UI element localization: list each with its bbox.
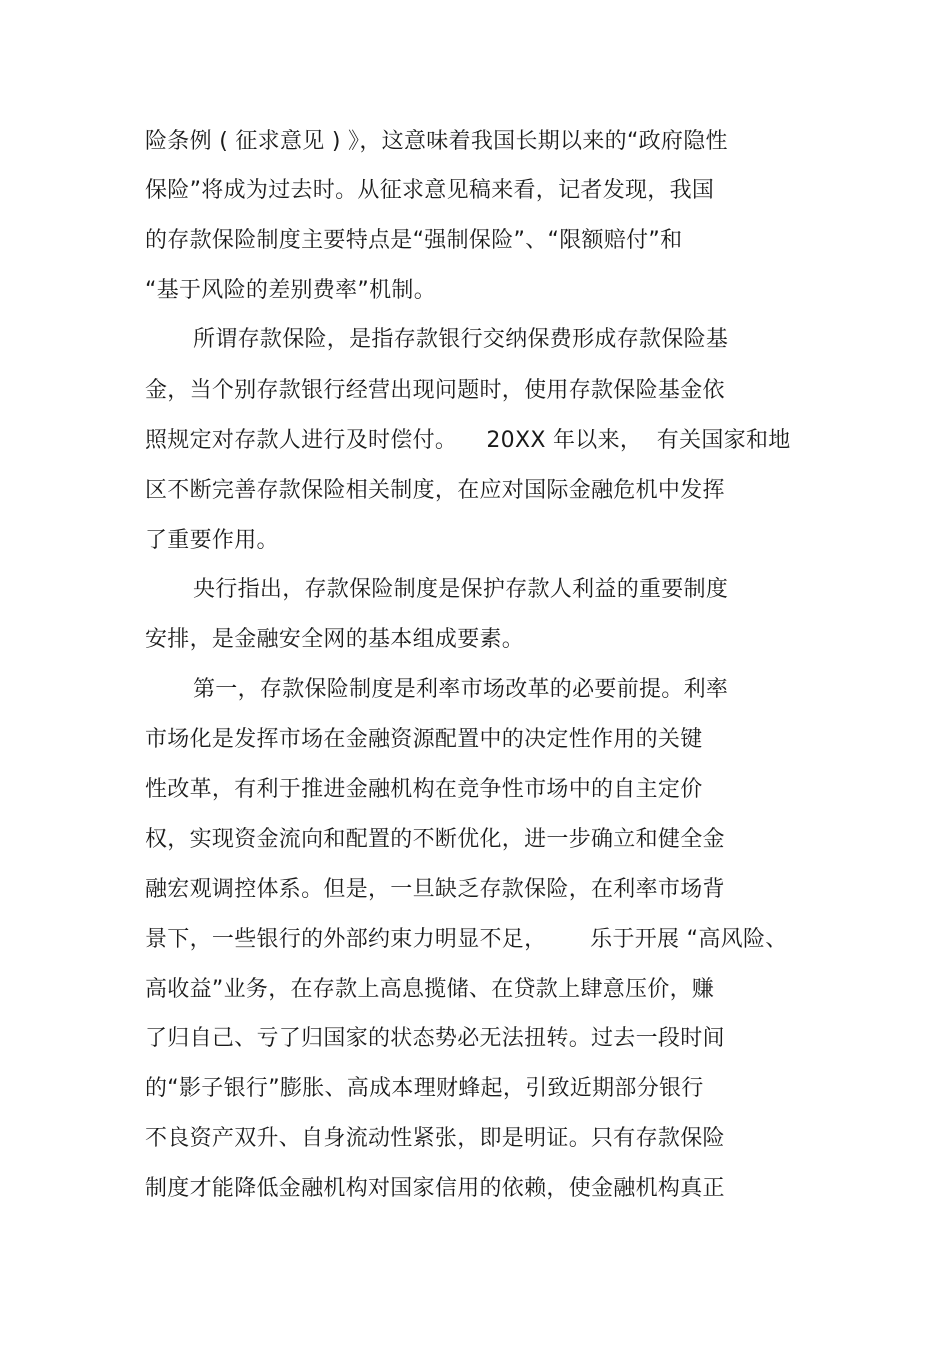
text-line: 金，当个别存款银行经营出现问题时，使用存款保险基金依 <box>145 378 725 403</box>
paragraph-start-line: 央行指出，存款保险制度是保护存款人利益的重要制度 <box>193 577 729 602</box>
text-line: 性改革，有利于推进金融机构在竞争性市场中的自主定价 <box>145 777 703 802</box>
text-line: 了重要作用。 <box>145 528 279 553</box>
text-line: 保险”将成为过去时。从征求意见稿来看，记者发现，我国 <box>145 178 715 203</box>
text-line: 高收益”业务，在存款上高息揽储、在贷款上肆意压价，赚 <box>145 977 715 1002</box>
text-line: 险条例 ( 征求意见 ) 》，这意味着我国长期以来的“政府隐性 <box>145 129 728 154</box>
text-line: 权，实现资金流向和配置的不断优化，进一步确立和健全金 <box>145 827 725 852</box>
text-line: 融宏观调控体系。但是，一旦缺乏存款保险，在利率市场背 <box>145 877 725 902</box>
text-line: 区不断完善存款保险相关制度，在应对国际金融危机中发挥 <box>145 478 725 503</box>
text-line: 景下，一些银行的外部约束力明显不足， 乐于开展 “高风险、 <box>145 927 788 952</box>
text-line: 的存款保险制度主要特点是“强制保险”、“限额赔付”和 <box>145 228 683 253</box>
paragraph-start-line: 所谓存款保险，是指存款银行交纳保费形成存款保险基 <box>193 327 729 352</box>
text-line: 制度才能降低金融机构对国家信用的依赖，使金融机构真正 <box>145 1176 725 1201</box>
text-line: “基于风险的差别费率”机制。 <box>145 278 436 303</box>
paragraph-start-line: 第一，存款保险制度是利率市场改革的必要前提。利率 <box>193 677 729 702</box>
text-line: 的“影子银行”膨胀、高成本理财蜂起，引致近期部分银行 <box>145 1076 704 1101</box>
text-line: 市场化是发挥市场在金融资源配置中的决定性作用的关键 <box>145 727 703 752</box>
text-line: 不良资产双升、自身流动性紧张，即是明证。只有存款保险 <box>145 1126 725 1151</box>
text-line: 照规定对存款人进行及时偿付。 20XX 年以来， 有关国家和地 <box>145 428 791 453</box>
text-line: 了归自己、亏了归国家的状态势必无法扭转。过去一段时间 <box>145 1026 725 1051</box>
text-line: 安排，是金融安全网的基本组成要素。 <box>145 627 525 652</box>
